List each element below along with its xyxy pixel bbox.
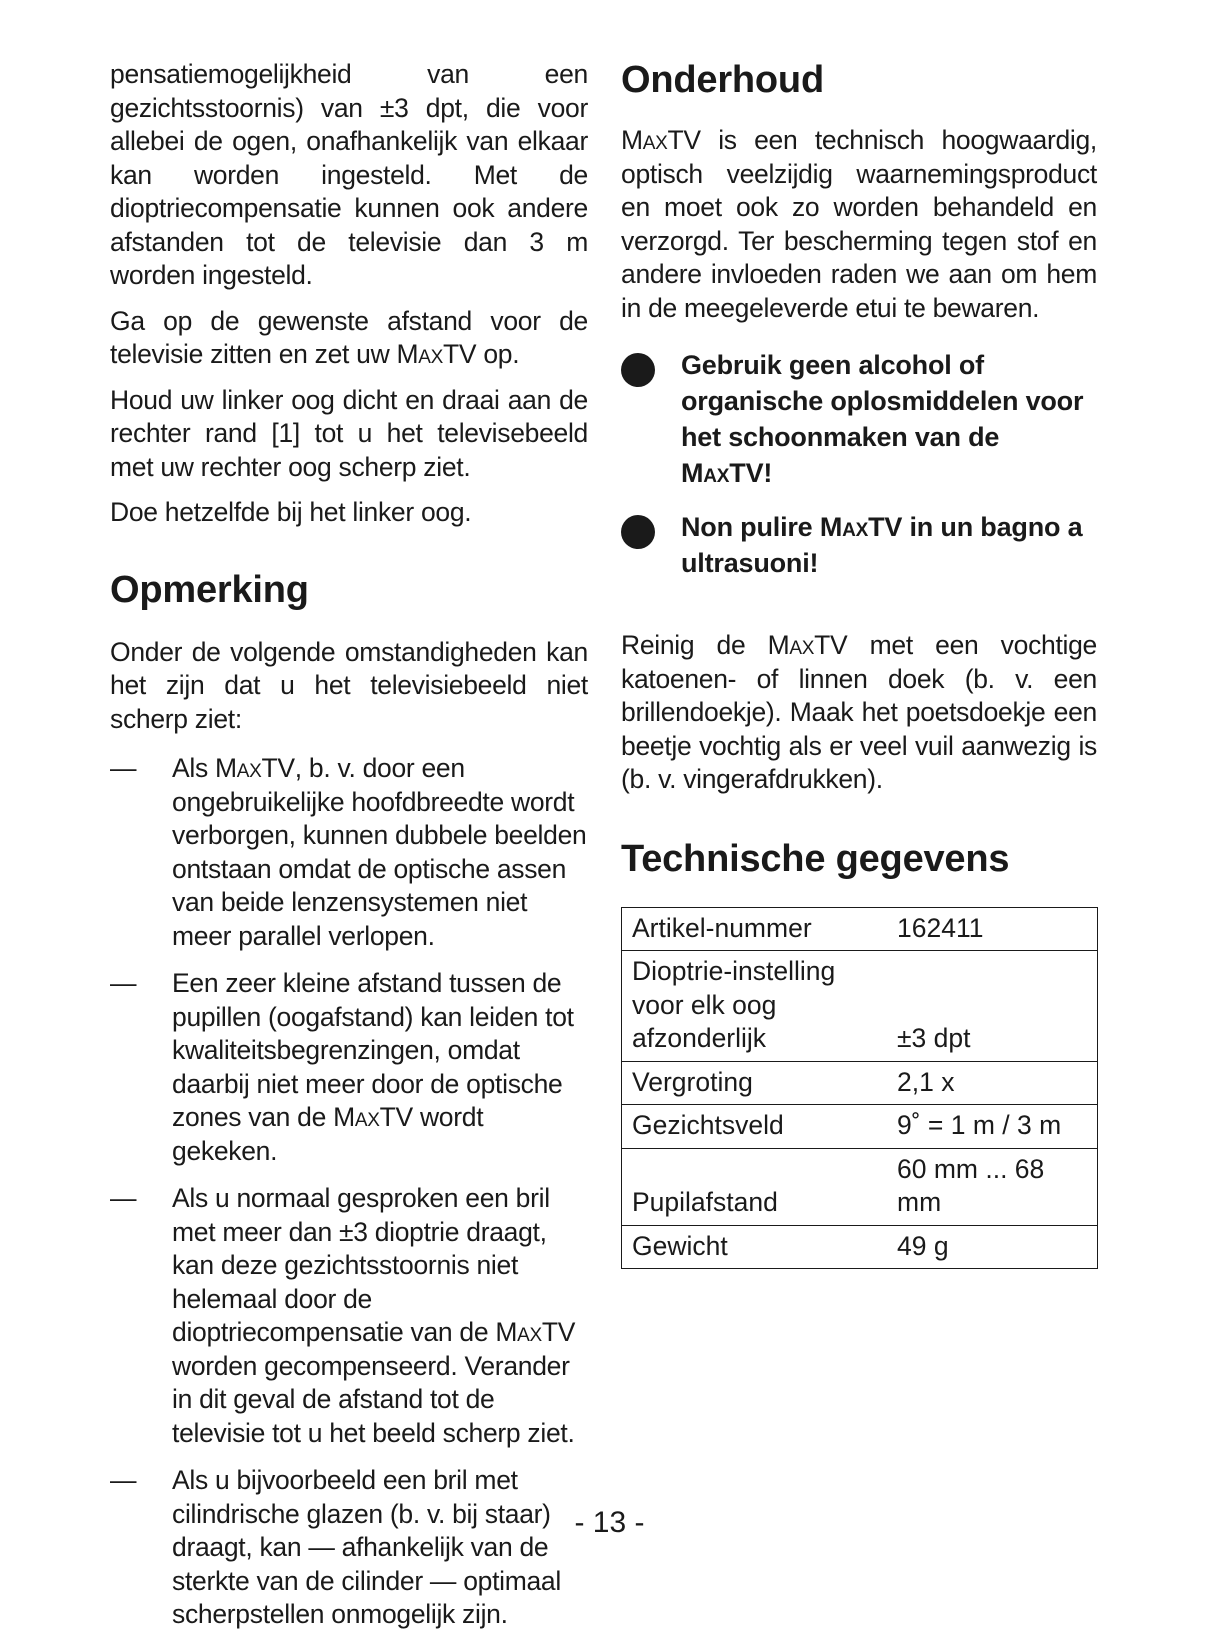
list-item: — Een zeer kleine afstand tussen de pupillen (oogafstand) kan leiden tot kwaliteitsbegrenzingen, omdat daarbij niet meer door de optische zones van de MaxTV wordt gekeken. <box>110 968 574 1166</box>
table-row <box>622 1061 1098 1105</box>
left-column <box>110 58 588 1646</box>
page-number: - 13 - <box>574 1506 645 1539</box>
brand-name: MaxTV <box>767 630 848 660</box>
table-row <box>622 907 1098 951</box>
brand-name: MaxTV <box>621 125 701 155</box>
dash-bullet: — <box>110 753 137 783</box>
list-item: — Als u normaal gesproken een bril met meer dan ±3 dioptrie draagt, kan deze gezichtsstoornis niet helemaal door de dioptriecompensatie van de MaxTV worden gecompenseerd. Verander in dit geval de afstand tot de televisie tot u het beeld scherp ziet. <box>110 1183 576 1448</box>
brand-name: MaxTV <box>396 339 477 369</box>
spec-key: Gezichtsveld <box>622 1105 888 1149</box>
spec-value: 2,1 x <box>887 1061 1098 1105</box>
spec-key: Dioptrie-instelling voor elk oog afzonderlijk <box>622 951 888 1062</box>
dash-bullet: — <box>110 1465 137 1495</box>
right-column <box>621 58 1097 1269</box>
table-row <box>622 951 1098 1062</box>
spec-key: Pupilafstand <box>622 1148 888 1225</box>
spec-value: 49 g <box>887 1225 1098 1269</box>
list-item: — Als u bijvoorbeeld een bril met cilindrische glazen (b. v. bij staar) draagt, kan — afhankelijk van de sterkte van de cilinder — optimaal scherpstellen onmogelijk zijn. <box>110 1465 561 1629</box>
paragraph-right-eye: Houd uw linker oog dicht en draai aan de rechter rand [1] tot u het televisebeeld met uw rechter oog scherp ziet. <box>110 384 588 482</box>
paragraph-sit-distance: Ga op de gewenste afstand voor de televisie zitten en zet uw MaxTV op. <box>110 305 588 369</box>
table-row <box>622 1225 1098 1269</box>
spec-key: Artikel-nummer <box>622 907 888 951</box>
brand-name: MaxTV <box>333 1102 413 1132</box>
table-row <box>622 1105 1098 1149</box>
spec-key: Vergroting <box>622 1061 888 1105</box>
paragraph-left-eye: Doe hetzelfde bij het linker oog. <box>110 497 472 527</box>
dash-bullet: — <box>110 968 137 998</box>
brand-name: MaxTV <box>819 512 903 542</box>
brand-name: MaxTV <box>495 1317 576 1347</box>
spec-value: ±3 dpt <box>887 951 1098 1062</box>
brand-name: MaxTV <box>214 753 295 783</box>
paragraph-maintenance: MaxTV is een technisch hoogwaardig, optisch veelzijdig waarnemingsproduct en moet ook zo worden behandeld en verzorgd. Ter bescherming tegen stof en andere invloeden raden we aan om hem in de meegeleverde etui te bewaren. <box>621 125 1097 323</box>
warning-bullet-icon <box>621 515 655 549</box>
spec-value: 9˚ = 1 m / 3 m <box>887 1105 1098 1149</box>
warning-alcohol: Gebruik geen alcohol of organische oplosmiddelen voor het schoonmaken van de MaxTV! <box>621 347 1097 491</box>
dash-bullet: — <box>110 1183 137 1213</box>
spec-value: 60 mm ... 68 mm <box>887 1148 1098 1225</box>
paragraph-dioptric-compensation: pensatiemogelijkheid van een gezichtsstoornis) van ±3 dpt, die voor allebei de ogen, onafhankelijk van elkaar kan worden ingesteld. Met de dioptriecompensatie kunnen ook andere afstanden tot de televisie dan 3 m worden ingesteld. <box>110 59 588 290</box>
heading-onderhoud: Onderhoud <box>621 59 824 101</box>
spec-value: 162411 <box>887 907 1098 951</box>
paragraph-intro: Onder de volgende omstandigheden kan het zijn dat u het televisiebeeld niet scherp ziet: <box>110 636 588 734</box>
table-row <box>622 1148 1098 1225</box>
heading-opmerking: Opmerking <box>110 568 309 611</box>
spec-key: Gewicht <box>622 1225 888 1269</box>
remarks-list <box>110 752 588 1632</box>
heading-technische-gegevens: Technische gegevens <box>621 837 1010 880</box>
specifications-table <box>621 907 1098 1270</box>
warning-ultrasonic: Non pulire MaxTV in un bagno a ultrasuoni! <box>621 509 1097 581</box>
paragraph-cleaning: Reinig de MaxTV met een vochtige katoenen- of linnen doek (b. v. een brillendoekje). Maak het poetsdoekje een beetje vochtig als er veel vuil aanwezig is (b. v. vingerafdrukken). <box>621 630 1097 794</box>
warning-bullet-icon <box>621 353 655 387</box>
list-item: — Als MaxTV, b. v. door een ongebruikelijke hoofdbreedte wordt verborgen, kunnen dubbele beelden ontstaan omdat de optische assen van beide lenzensystemen niet meer parallel verlopen. <box>110 753 587 951</box>
brand-name: MaxTV <box>681 458 764 488</box>
